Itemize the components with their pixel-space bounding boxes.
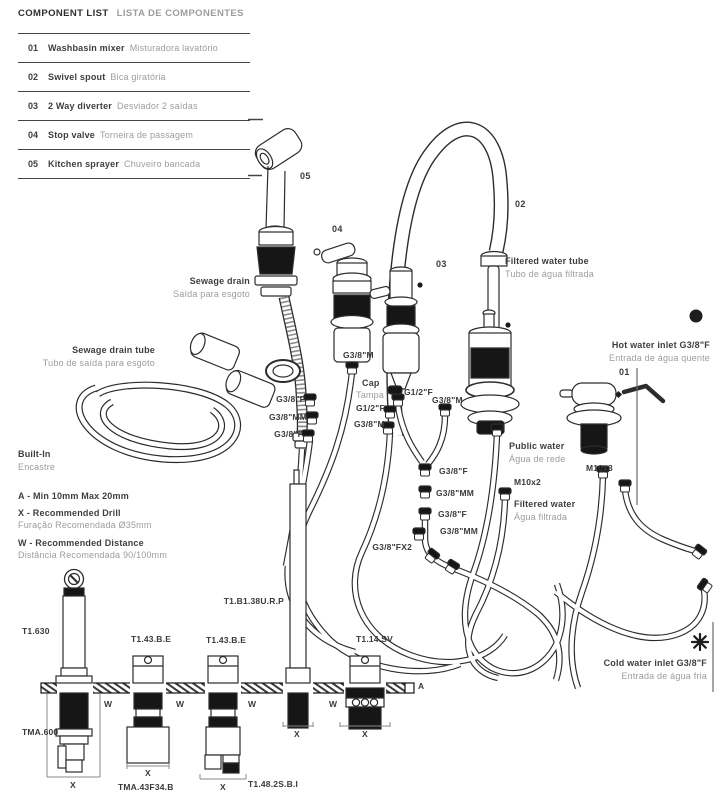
allen-key-icon xyxy=(624,386,663,401)
row-num: 02 xyxy=(28,72,39,82)
row-num: 03 xyxy=(28,101,39,111)
component-row-04 xyxy=(18,120,250,149)
thread-label-g38mm-1: G3/8"MM xyxy=(268,412,307,422)
label-sewage-drain-tube-pt: Tubo de saída para esgoto xyxy=(42,358,155,368)
code-t1-43-be-2: T1.43.B.E xyxy=(206,635,247,645)
component-t1-630-drawing xyxy=(47,570,100,778)
thread-label-g38m-left: G3/8"M xyxy=(354,419,385,429)
cap-drawing xyxy=(388,386,402,394)
note-x-sub: Furação Recomendada Ø35mm xyxy=(18,520,152,530)
note-x-title: X - Recommended Drill xyxy=(18,508,121,518)
part-number-02: 02 xyxy=(515,199,526,209)
thread-label-g12f-left: G1/2"F xyxy=(356,403,385,413)
dim-w-4: W xyxy=(329,699,338,709)
label-hot-water-inlet-pt: Entrada de água quente xyxy=(609,353,710,363)
label-built-in-pt: Encastre xyxy=(18,462,56,472)
label-cap-en: Cap xyxy=(362,378,380,388)
dim-x-1: X xyxy=(70,780,76,790)
row-name-pt: Desviador 2 saídas xyxy=(117,101,198,111)
thread-label-g12f-right: G1/2"F xyxy=(404,387,433,397)
row-name-pt: Torneira de passagem xyxy=(100,130,194,140)
row-name-en: 2 Way diverter xyxy=(48,101,112,111)
note-a: A - Min 10mm Max 20mm xyxy=(18,491,129,501)
label-filtered-water-pt: Água filtrada xyxy=(514,512,568,522)
thread-label-g38mm-2: G3/8"MM xyxy=(436,488,475,498)
label-sewage-drain-en: Sewage drain xyxy=(189,276,250,286)
component-list xyxy=(18,33,250,179)
code-t1-43-be-1: T1.43.B.E xyxy=(131,634,172,644)
row-name-pt: Chuveiro bancada xyxy=(124,159,201,169)
dim-w-3: W xyxy=(248,699,257,709)
label-filtered-water-en: Filtered water xyxy=(514,499,576,509)
dim-a: A xyxy=(418,681,425,691)
label-sewage-drain-tube-en: Sewage drain tube xyxy=(72,345,155,355)
label-cap-pt: Tampa xyxy=(356,390,385,400)
code-t1-48-2s-bi: T1.48.2S.B.I xyxy=(248,779,299,789)
code-t1-14-sv: T1.14.SV xyxy=(356,634,394,644)
kitchen-sprayer-drawing xyxy=(252,125,306,232)
code-t1-b1-38urp: T1.B1.38U.R.P xyxy=(223,596,284,606)
label-cold-water-inlet-pt: Entrada de água fria xyxy=(621,671,707,681)
row-name-pt: Bica giratória xyxy=(110,72,166,82)
label-hot-water-inlet-en: Hot water inlet G3/8"F xyxy=(611,340,710,350)
dim-x-3: X xyxy=(220,782,226,792)
label-filtered-water-tube-en: Filtered water tube xyxy=(505,256,589,266)
thread-label-g38f-3: G3/8"F xyxy=(439,466,468,476)
dim-x-5: X xyxy=(362,729,368,739)
row-name-en: Kitchen sprayer xyxy=(48,159,120,169)
filter-cartridge-drawing xyxy=(461,310,519,434)
row-num: 01 xyxy=(28,43,39,53)
label-public-water-pt: Água de rede xyxy=(509,454,566,464)
washbasin-mixer-drawing xyxy=(560,383,663,454)
hot-dot-icon xyxy=(690,310,703,323)
code-t1-630: T1.630 xyxy=(22,626,50,636)
thread-label-g38m-top: G3/8"M xyxy=(343,350,374,360)
code-tma-43f34-b: TMA.43F34.B xyxy=(118,782,174,792)
row-name-en: Washbasin mixer xyxy=(48,43,125,53)
component-row-02 xyxy=(18,62,250,91)
dim-w-1: W xyxy=(104,699,113,709)
part-number-03: 03 xyxy=(436,259,447,269)
code-tma-600: TMA.600 xyxy=(22,727,59,737)
label-sewage-drain-pt: Saída para esgoto xyxy=(173,289,250,299)
thread-label-m10x3: M10x3 xyxy=(586,463,613,473)
dim-x-4: X xyxy=(294,729,300,739)
snowflake-icon xyxy=(692,634,708,650)
dim-x-2: X xyxy=(145,768,151,778)
label-cold-water-inlet-en: Cold water inlet G3/8"F xyxy=(603,658,707,668)
label-built-in-en: Built-In xyxy=(18,449,51,459)
row-num: 04 xyxy=(28,130,39,140)
part-number-04: 04 xyxy=(332,224,343,234)
row-name-pt: Misturadora lavatório xyxy=(129,43,218,53)
part-number-01: 01 xyxy=(619,367,630,377)
component-list-title xyxy=(18,8,244,19)
component-t1-43-be-1-drawing xyxy=(127,656,169,769)
component-row-01 xyxy=(18,33,250,62)
part-number-05: 05 xyxy=(300,171,311,181)
thread-label-g38m-right: G3/8"M xyxy=(432,395,463,405)
thread-label-g38f-2: G3/8"F xyxy=(274,429,303,439)
thread-label-m10x2: M10x2 xyxy=(514,477,541,487)
diverter-drawing xyxy=(369,267,422,389)
thread-label-g38f-1: G3/8"F xyxy=(276,394,305,404)
dimension-a-box xyxy=(405,683,414,693)
thread-label-g38fx2: G3/8"FX2 xyxy=(372,542,412,552)
component-row-05 xyxy=(18,149,250,179)
dim-w-2: W xyxy=(176,699,185,709)
thread-label-g38f-4: G3/8"F xyxy=(438,509,467,519)
stop-valve-drawing xyxy=(314,241,373,362)
sewage-drain-tube-drawing xyxy=(79,385,238,459)
title-en: COMPONENT LIST xyxy=(18,8,109,19)
label-public-water-en: Public water xyxy=(509,441,565,451)
row-num: 05 xyxy=(28,159,39,169)
note-w-sub: Distância Recomendada 90/100mm xyxy=(18,550,168,560)
row-name-en: Stop valve xyxy=(48,130,96,140)
note-w-title: W - Recommended Distance xyxy=(18,538,144,548)
thread-label-g38mm-3: G3/8"MM xyxy=(440,526,479,536)
component-t1-43-be-2-drawing xyxy=(200,656,246,779)
title-pt: LISTA DE COMPONENTES xyxy=(116,8,244,19)
component-row-03 xyxy=(18,91,250,120)
label-filtered-water-tube-pt: Tubo de água filtrada xyxy=(505,269,594,279)
row-name-en: Swivel spout xyxy=(48,72,106,82)
